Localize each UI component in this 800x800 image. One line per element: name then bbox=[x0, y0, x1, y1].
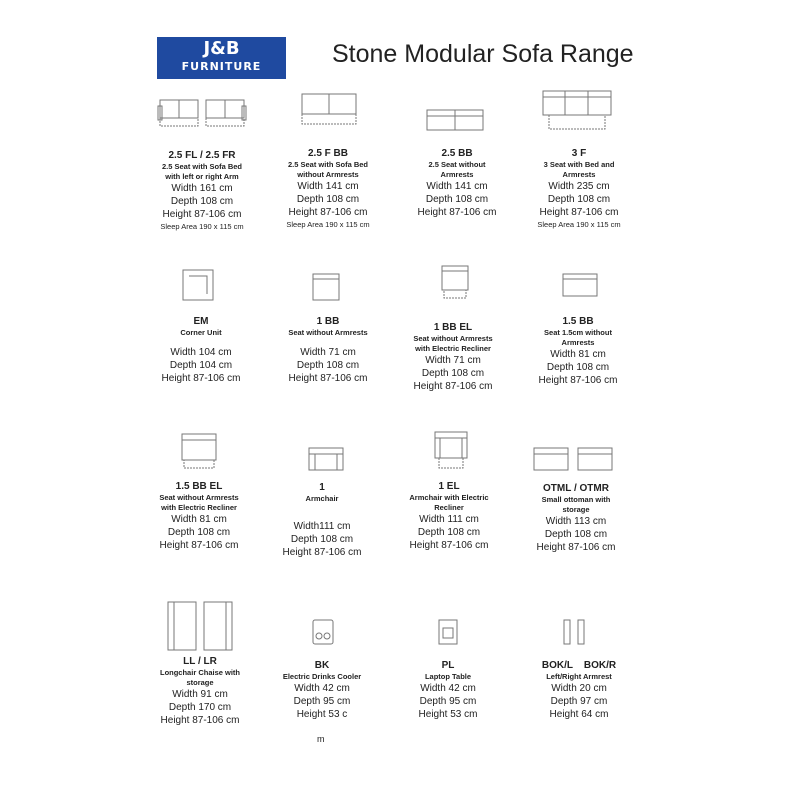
product-desc: Small ottoman with bbox=[541, 495, 611, 504]
product-depth: Depth 108 cm bbox=[421, 368, 485, 379]
product-desc: Seat 1.5cm without bbox=[544, 328, 612, 337]
seat-1-5-bb-icon bbox=[561, 272, 599, 300]
product-desc: 2.5 Seat with Sofa Bed bbox=[161, 162, 243, 171]
corner-unit-icon bbox=[181, 268, 215, 302]
product-code: 3 F bbox=[571, 148, 587, 159]
product-height: Height 87-106 cm bbox=[413, 381, 493, 392]
product-code: EM bbox=[193, 316, 209, 327]
footer-mark: m bbox=[317, 734, 325, 744]
product-width: Width 71 cm bbox=[300, 347, 356, 358]
product-height: Height 87-106 cm bbox=[160, 715, 240, 726]
product-pl bbox=[373, 660, 523, 721]
product-1-5-bb bbox=[503, 316, 653, 387]
sofa-2-5-fl-fr-icon bbox=[158, 98, 248, 134]
product-desc: Armrests bbox=[561, 338, 595, 347]
product-depth: Depth 95 cm bbox=[293, 696, 351, 707]
product-code: 1.5 BB EL bbox=[175, 481, 223, 492]
product-width: Width 141 cm bbox=[426, 181, 488, 192]
longchair-chaise-icon bbox=[166, 600, 234, 652]
product-height: Height 87-106 cm bbox=[162, 209, 242, 220]
product-width: Width 111 cm bbox=[419, 514, 479, 525]
product-desc: Armrests bbox=[440, 170, 474, 179]
product-width: Width 113 cm bbox=[545, 516, 607, 527]
product-desc: Recliner bbox=[434, 503, 464, 512]
product-code: 1 bbox=[319, 482, 325, 493]
product-height: Height 87-106 cm bbox=[288, 373, 368, 384]
product-depth: Depth 108 cm bbox=[296, 194, 360, 205]
product-code: PL bbox=[441, 660, 455, 671]
product-depth: Depth 108 cm bbox=[170, 196, 234, 207]
product-desc: Armchair with Electric bbox=[409, 493, 489, 502]
product-code: 1.5 BB bbox=[562, 316, 594, 327]
product-otml-otmr bbox=[501, 483, 651, 554]
product-extra: Sleep Area 190 x 115 cm bbox=[286, 220, 370, 229]
product-code: 2.5 F BB bbox=[307, 148, 348, 159]
sofa-2-5-bb-icon bbox=[425, 108, 485, 134]
page-title: Stone Modular Sofa Range bbox=[332, 40, 634, 68]
product-desc: with Electric Recliner bbox=[161, 503, 237, 512]
product-desc: Seat without Armrests bbox=[288, 328, 368, 337]
product-code: BK bbox=[314, 660, 330, 671]
seat-1-5-bb-el-icon bbox=[180, 432, 218, 470]
product-code: BOK/L BOK/R bbox=[541, 660, 617, 671]
product-depth: Depth 108 cm bbox=[290, 534, 354, 545]
product-desc: 2.5 Seat with Sofa Bed bbox=[287, 160, 369, 169]
product-height: Height 53 c bbox=[296, 709, 348, 720]
product-height: Height 87-106 cm bbox=[538, 375, 618, 386]
seat-1-bb-icon bbox=[311, 272, 341, 302]
armrest-icon bbox=[562, 618, 586, 646]
armchair-el-icon bbox=[433, 430, 469, 470]
product-desc: with Electric Recliner bbox=[415, 344, 491, 353]
product-desc: Laptop Table bbox=[424, 672, 472, 681]
product-extra: Sleep Area 190 x 115 cm bbox=[537, 220, 621, 229]
product-desc: Corner Unit bbox=[180, 328, 222, 337]
product-width: Width 91 cm bbox=[172, 689, 228, 700]
product-width: Width 42 cm bbox=[294, 683, 350, 694]
product-depth: Depth 108 cm bbox=[544, 529, 608, 540]
brand-name: J&B bbox=[203, 38, 240, 59]
product-extra: Sleep Area 190 x 115 cm bbox=[160, 222, 244, 231]
brand-subtitle: FURNITURE bbox=[181, 60, 262, 73]
sofa-3-f-icon bbox=[541, 89, 613, 133]
product-height: Height 64 cm bbox=[549, 709, 609, 720]
product-depth: Depth 108 cm bbox=[425, 194, 489, 205]
product-depth: Depth 108 cm bbox=[167, 527, 231, 538]
product-bok bbox=[504, 660, 654, 721]
product-desc: Armchair bbox=[305, 494, 339, 503]
product-width: Width 81 cm bbox=[171, 514, 227, 525]
product-width: Width 161 cm bbox=[171, 183, 233, 194]
seat-1-bb-el-icon bbox=[440, 264, 470, 300]
product-depth: Depth 108 cm bbox=[546, 362, 610, 373]
product-width: Width 81 cm bbox=[550, 349, 606, 360]
product-width: Width 71 cm bbox=[425, 355, 481, 366]
product-height: Height 87-106 cm bbox=[539, 207, 619, 218]
product-height: Height 87-106 cm bbox=[288, 207, 368, 218]
brand-logo bbox=[157, 37, 286, 79]
product-desc: storage bbox=[186, 678, 214, 687]
product-width: Width 141 cm bbox=[297, 181, 359, 192]
product-desc: storage bbox=[562, 505, 590, 514]
product-desc: 2.5 Seat without bbox=[428, 160, 486, 169]
sofa-2-5-f-bb-icon bbox=[300, 92, 358, 128]
product-code: 2.5 BB bbox=[441, 148, 473, 159]
product-code: 1 BB bbox=[316, 316, 340, 327]
product-depth: Depth 170 cm bbox=[168, 702, 232, 713]
product-height: Height 87-106 cm bbox=[161, 373, 241, 384]
armchair-icon bbox=[307, 446, 345, 472]
product-depth: Depth 108 cm bbox=[417, 527, 481, 538]
product-width: Width 42 cm bbox=[420, 683, 476, 694]
product-depth: Depth 108 cm bbox=[296, 360, 360, 371]
product-width: Width 20 cm bbox=[551, 683, 607, 694]
laptop-table-icon bbox=[437, 618, 459, 646]
product-width: Width111 cm bbox=[293, 521, 351, 532]
product-desc: Electric Drinks Cooler bbox=[282, 672, 362, 681]
product-code: LL / LR bbox=[183, 656, 217, 667]
product-width: Width 104 cm bbox=[170, 347, 232, 358]
ottoman-icon bbox=[532, 446, 614, 472]
product-height: Height 53 cm bbox=[418, 709, 478, 720]
product-height: Height 87-106 cm bbox=[409, 540, 489, 551]
product-depth: Depth 104 cm bbox=[169, 360, 233, 371]
product-depth: Depth 95 cm bbox=[419, 696, 477, 707]
product-desc: with left or right Arm bbox=[165, 172, 239, 181]
product-code: 2.5 FL / 2.5 FR bbox=[168, 150, 236, 161]
drinks-cooler-icon bbox=[311, 618, 335, 646]
product-height: Height 87-106 cm bbox=[417, 207, 497, 218]
product-width: Width 235 cm bbox=[548, 181, 610, 192]
product-desc: Armrests bbox=[562, 170, 596, 179]
product-2-5-f-bb bbox=[253, 148, 403, 231]
product-depth: Depth 108 cm bbox=[547, 194, 611, 205]
product-desc: Longchair Chaise with bbox=[159, 668, 240, 677]
product-3-f bbox=[504, 148, 654, 231]
product-height: Height 87-106 cm bbox=[159, 540, 239, 551]
product-code: OTML / OTMR bbox=[543, 483, 609, 494]
product-code: 1 BB EL bbox=[433, 322, 473, 333]
product-desc: Left/Right Armrest bbox=[546, 672, 612, 681]
product-height: Height 87-106 cm bbox=[282, 547, 362, 558]
product-height: Height 87-106 cm bbox=[536, 542, 616, 553]
product-depth: Depth 97 cm bbox=[550, 696, 608, 707]
product-desc: without Armrests bbox=[297, 170, 359, 179]
product-desc: Seat without Armrests bbox=[159, 493, 239, 502]
product-desc: Seat without Armrests bbox=[413, 334, 493, 343]
product-code: 1 EL bbox=[438, 481, 460, 492]
product-desc: 3 Seat with Bed and bbox=[543, 160, 615, 169]
